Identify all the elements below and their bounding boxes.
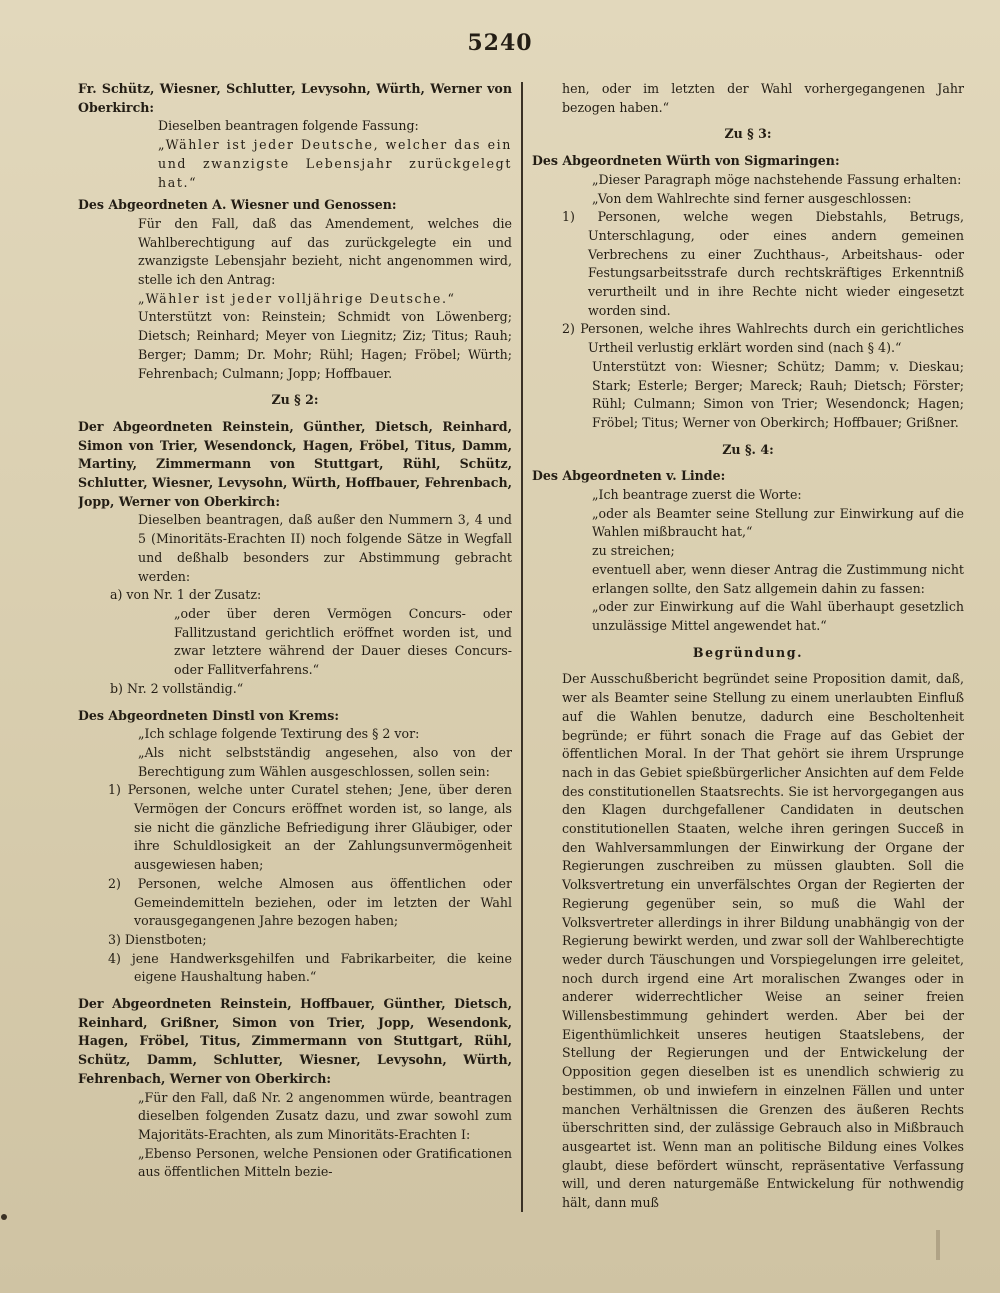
left-paragraph: „Wähler ist jeder Deutsche, welcher das ein und zwanzigste Lebensjahr zurückgelegt hat.“	[158, 137, 512, 190]
right-paragraph: zu streichen;	[592, 543, 675, 559]
left-paragraph: Dieselben beantragen, daß außer den Nummern 3, 4 und 5 (Minoritäts-Erachten II) noch folgende Sätze in Wegfall und deßhalb besonders zur Abstimmung gebracht werden:	[138, 512, 512, 584]
paper-stain	[936, 1230, 940, 1260]
left-paragraph: Für den Fall, daß das Amendement, welches die Wahlberechtigung auf das zurückgelegte ein und zwanzigste Lebensjahr bezieht, nicht angenommen wird, stelle ich den Antrag:	[138, 215, 512, 288]
column-divider	[521, 82, 523, 1212]
left-paragraph: „Für den Fall, daß Nr. 2 angenommen würde, beantragen dieselben folgenden Zusatz dazu, und zwar sowohl zum Majoritäts-Erachten, als zum Minoritäts-Erachten I:	[138, 1089, 512, 1142]
ink-speck	[1, 1214, 7, 1220]
left-paragraph: Der Abgeordneten Reinstein, Günther, Dietsch, Reinhard, Simon von Trier, Wesendonck, Hagen, Fröbel, Titus, Damm, Martiny, Zimmermann von Stuttgart, Rühl, Schütz, Schlutter, Wiesner, Levysohn, Würth, Hoffbauer, Fehrenbach, Jopp, Werner von Oberkirch:	[78, 418, 512, 509]
left-paragraph: „oder über deren Vermögen Concurs- oder Fallitzustand gerichtlich eröffnet worden ist, und zwar letztere während der Dauer dieses Concurs- oder Fallitverfahrens.“	[174, 605, 512, 678]
right-paragraph: „Von dem Wahlrechte sind ferner ausgeschlossen:	[592, 190, 912, 206]
right-paragraph: Des Abgeordneten Würth von Sigmaringen:	[532, 153, 840, 169]
right-paragraph: Unterstützt von: Wiesner; Schütz; Damm; v. Dieskau; Stark; Esterle; Berger; Mareck; Rauh; Dietsch; Förster; Rühl; Culmann; Simon von Trier; Wesendonck; Hagen; Fröbel; Titus; Werner von Oberkirch; Hoffbauer; Grißner.	[592, 358, 964, 430]
left-paragraph: „Wähler ist jeder volljährige Deutsche.“	[138, 290, 456, 306]
right-paragraph: eventuell aber, wenn dieser Antrag die Zustimmung nicht erlangen sollte, den Satz allgemein dahin zu fassen:	[592, 561, 964, 596]
left-paragraph: Fr. Schütz, Wiesner, Schlutter, Levysohn, Würth, Werner von Oberkirch:	[78, 81, 512, 115]
left-paragraph	[78, 699, 512, 707]
left-paragraph: 2) Personen, welche Almosen aus öffentlichen oder Gemeindemitteln beziehen, oder im letzten der Wahl vorausgegangenen Jahre bezogen haben;	[108, 875, 512, 929]
right-paragraph: 1) Personen, welche wegen Diebstahls, Betrugs, Unterschlagung, oder eines andern gemeinen Verbrechens zu einer Zuchthaus-, Arbeitshaus- oder Festungsarbeitsstrafe durch rechtskräftiges Erkenntniß verurtheilt und in ihre Rechte nicht wieder eingesetzt worden sind.	[562, 209, 964, 318]
right-paragraph: hen, oder im letzten der Wahl vorhergegangenen Jahr bezogen haben.“	[562, 81, 964, 115]
right-paragraph: Zu §. 4:	[722, 441, 774, 457]
left-paragraph: 3) Dienstboten;	[108, 931, 207, 947]
right-paragraph: „oder zur Einwirkung auf die Wahl überhaupt gesetzlich unzulässige Mittel angewendet hat.“	[592, 599, 964, 633]
left-paragraph: a) von Nr. 1 der Zusatz:	[110, 587, 262, 603]
left-paragraph: Dieselben beantragen folgende Fassung:	[158, 118, 419, 134]
left-paragraph	[78, 987, 512, 995]
left-paragraph: „Ich schlage folgende Textirung des § 2 vor:	[138, 726, 420, 742]
left-paragraph: Des Abgeordneten A. Wiesner und Genossen:	[78, 197, 397, 213]
right-paragraph: „Dieser Paragraph möge nachstehende Fassung erhalten:	[592, 171, 962, 187]
right-paragraph: „oder als Beamter seine Stellung zur Einwirkung auf die Wahlen mißbraucht hat,“	[592, 505, 964, 540]
left-paragraph: 1) Personen, welche unter Curatel stehen; Jene, über deren Vermögen der Concurs eröffnet worden ist, so lange, als sie nicht die gänzliche Befriedigung ihrer Gläubiger, oder ihre Schuldlosigkeit an der Zahlungsunvermögenheit ausgewiesen haben;	[108, 782, 512, 873]
left-paragraph: 4) jene Handwerksgehilfen und Fabrikarbeiter, die keine eigene Haushaltung haben.“	[108, 950, 512, 985]
left-paragraph: Zu § 2:	[271, 392, 319, 408]
right-paragraph: „Ich beantrage zuerst die Worte:	[592, 487, 802, 503]
right-paragraph: Begründung.	[692, 644, 804, 660]
left-paragraph: „Als nicht selbstständig angesehen, also von der Berechtigung zum Wählen ausgeschlossen, sollen sein:	[138, 744, 512, 779]
page-number: 5240	[467, 30, 533, 56]
right-paragraph: Zu § 3:	[724, 126, 772, 142]
left-column	[78, 80, 512, 1233]
right-paragraph: Des Abgeordneten v. Linde:	[532, 468, 726, 484]
right-paragraph: Der Ausschußbericht begründet seine Proposition damit, daß, wer als Beamter seine Stellung zu einem unerlaubten Einfluß auf die Wahlen benutze, dadurch eine Bescholtenheit begründe; er führt sonach die Frage auf das Gebiet der öffentlichen Moral. In der That gehört sie ihrem Ursprunge nach in das Gebiet spießbürgerlicher Ansichten auf dem Felde des constitutionellen Staatsrechts. Sie ist hervorgegangen aus den Klagen durchgefallener Candidaten in deutschen constitutionellen Staaten, welche ihren geringen Succeß in den Wahlversammlungen der Einwirkung der Organe der Regierungen zuschreiben zu müssen glaubten. Soll die Volksvertretung ein unverfälschtes Organ der Regierten der Regierung gegenüber sein, so muß die Wahl der Volksvertreter allerdings in ihrer Bildung unabhängig von der Regierung bewirkt werden, und zwar soll der Wahlberechtigte weder durch Täuschungen und Vorspiegelungen irre geleitet, noch durch irgend eine Art moralischen Zwanges oder in anderer widerrechtlicher Weise an seiner freien Willensbestimmung gehindert werden. Aber bei der Eigenthümlichkeit unseres heutigen Staatslebens, der Stellung der Regierungen und der Entwickelung der Opposition gegen dieselben ist es unendlich schwierig zu bestimmen, ob und inwiefern in einzelnen Fällen und unter manchen Verhältnissen die Grenzen des äußeren Rechts überschritten sind, der zulässige Gebrauch also in Mißbrauch ausgeartet ist. Wenn man an politische Bildung eines Volkes glaubt, diese befördert wünscht, repräsentative Verfassung will, und deren naturgemäße Entwickelung für nothwendig hält, dann muß	[562, 671, 964, 1211]
right-column	[532, 80, 964, 1233]
left-paragraph: b) Nr. 2 vollständig.“	[110, 680, 244, 696]
right-paragraph: 2) Personen, welche ihres Wahlrechts durch ein gerichtliches Urtheil verlustig erklärt worden sind (nach § 4).“	[562, 321, 964, 356]
left-paragraph: Unterstützt von: Reinstein; Schmidt von Löwenberg; Dietsch; Reinhard; Meyer von Liegnitz; Ziz; Titus; Rauh; Berger; Damm; Dr. Mohr; Rühl; Hagen; Fröbel; Würth; Fehrenbach; Culmann; Jopp; Hoffbauer.	[138, 309, 512, 381]
left-paragraph: Der Abgeordneten Reinstein, Hoffbauer, Günther, Dietsch, Reinhard, Grißner, Simon von Trier, Jopp, Wesendonk, Hagen, Fröbel, Titus, Zimmermann von Stuttgart, Rühl, Schütz, Damm, Schlutter, Wiesner, Levysohn, Würth, Fehrenbach, Werner von Oberkirch:	[78, 996, 512, 1086]
left-paragraph: „Ebenso Personen, welche Pensionen oder Gratificationen aus öffentlichen Mitteln bezie-	[138, 1145, 512, 1180]
left-paragraph: Des Abgeordneten Dinstl von Krems:	[78, 707, 340, 723]
